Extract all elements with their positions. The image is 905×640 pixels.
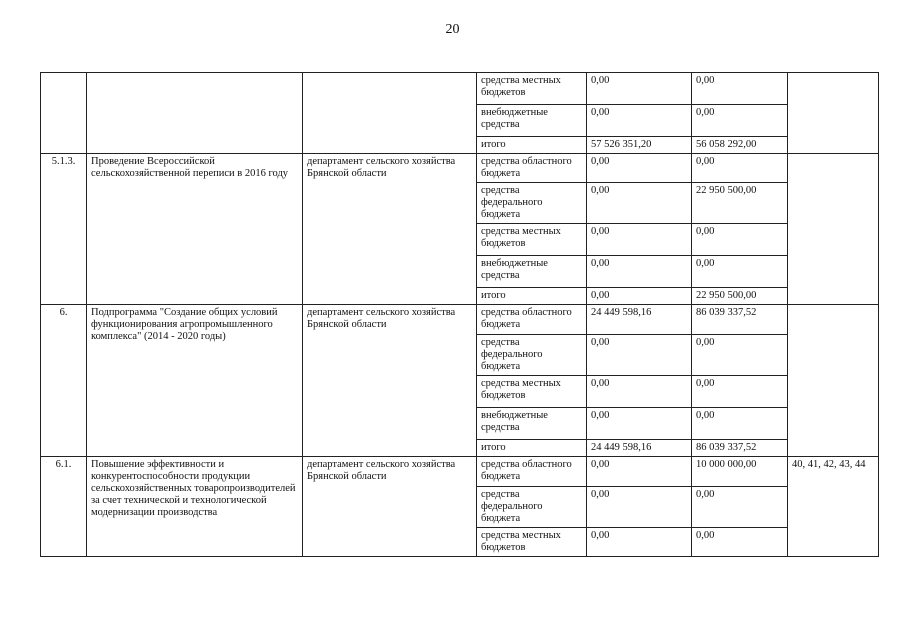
item-number-cell: 6.1. bbox=[41, 457, 87, 557]
amount-year2-cell: 0,00 bbox=[692, 256, 788, 288]
executor-cell: департамент сельского хозяйства Брянской области bbox=[303, 305, 477, 457]
item-name-cell: Проведение Всероссийской сельскохозяйственной переписи в 2016 году bbox=[87, 154, 303, 305]
amount-year2-cell: 0,00 bbox=[692, 528, 788, 557]
amount-year2-cell: 0,00 bbox=[692, 335, 788, 376]
funding-source-cell: средства областного бюджета bbox=[477, 154, 587, 183]
funding-source-cell: средства областного бюджета bbox=[477, 457, 587, 487]
amount-year2-cell: 10 000 000,00 bbox=[692, 457, 788, 487]
funding-source-cell: средства местных бюджетов bbox=[477, 224, 587, 256]
funding-source-cell: внебюджетные средства bbox=[477, 408, 587, 440]
table-row bbox=[41, 154, 879, 183]
amount-year1-cell: 0,00 bbox=[587, 105, 692, 137]
funding-source-cell: итого bbox=[477, 288, 587, 305]
amount-year1-cell: 0,00 bbox=[587, 528, 692, 557]
amount-year2-cell: 0,00 bbox=[692, 408, 788, 440]
indicators-cell: 40, 41, 42, 43, 44 bbox=[788, 457, 879, 557]
amount-year1-cell: 24 449 598,16 bbox=[587, 305, 692, 335]
amount-year2-cell: 0,00 bbox=[692, 105, 788, 137]
table-row bbox=[41, 457, 879, 487]
amount-year1-cell: 0,00 bbox=[587, 256, 692, 288]
table-row bbox=[41, 305, 879, 335]
amount-year1-cell: 0,00 bbox=[587, 288, 692, 305]
amount-year2-cell: 0,00 bbox=[692, 487, 788, 528]
amount-year2-cell: 22 950 500,00 bbox=[692, 288, 788, 305]
item-name-cell: Подпрограмма "Создание общих условий функционирования агропромышленного комплекса" (2014 - 2020 годы) bbox=[87, 305, 303, 457]
amount-year1-cell: 0,00 bbox=[587, 457, 692, 487]
indicators-cell bbox=[788, 73, 879, 154]
executor-cell: департамент сельского хозяйства Брянской области bbox=[303, 154, 477, 305]
funding-source-cell: средства местных бюджетов bbox=[477, 376, 587, 408]
amount-year2-cell: 0,00 bbox=[692, 73, 788, 105]
amount-year1-cell: 0,00 bbox=[587, 408, 692, 440]
funding-source-cell: внебюджетные средства bbox=[477, 256, 587, 288]
item-name-cell: Повышение эффективности и конкурентоспособности продукции сельскохозяйственных товаропроизводителей за счет технической и технологической модернизации производства bbox=[87, 457, 303, 557]
amount-year1-cell: 0,00 bbox=[587, 154, 692, 183]
executor-cell: департамент сельского хозяйства Брянской области bbox=[303, 457, 477, 557]
funding-source-cell: средства федерального бюджета bbox=[477, 487, 587, 528]
funding-source-cell: средства местных бюджетов bbox=[477, 528, 587, 557]
funding-source-cell: средства местных бюджетов bbox=[477, 73, 587, 105]
amount-year1-cell: 24 449 598,16 bbox=[587, 440, 692, 457]
indicators-cell bbox=[788, 154, 879, 305]
indicators-cell bbox=[788, 305, 879, 457]
funding-source-cell: итого bbox=[477, 137, 587, 154]
funding-source-cell: средства федерального бюджета bbox=[477, 183, 587, 224]
amount-year1-cell: 0,00 bbox=[587, 487, 692, 528]
budget-table bbox=[40, 72, 879, 557]
table-row bbox=[41, 73, 879, 105]
amount-year2-cell: 0,00 bbox=[692, 154, 788, 183]
amount-year1-cell: 0,00 bbox=[587, 183, 692, 224]
funding-source-cell: средства областного бюджета bbox=[477, 305, 587, 335]
amount-year2-cell: 56 058 292,00 bbox=[692, 137, 788, 154]
funding-source-cell: внебюджетные средства bbox=[477, 105, 587, 137]
funding-source-cell: средства федерального бюджета bbox=[477, 335, 587, 376]
amount-year2-cell: 0,00 bbox=[692, 224, 788, 256]
amount-year2-cell: 0,00 bbox=[692, 376, 788, 408]
item-name-cell bbox=[87, 73, 303, 154]
funding-source-cell: итого bbox=[477, 440, 587, 457]
amount-year1-cell: 0,00 bbox=[587, 376, 692, 408]
item-number-cell bbox=[41, 73, 87, 154]
amount-year1-cell: 0,00 bbox=[587, 73, 692, 105]
amount-year2-cell: 22 950 500,00 bbox=[692, 183, 788, 224]
amount-year1-cell: 0,00 bbox=[587, 335, 692, 376]
amount-year2-cell: 86 039 337,52 bbox=[692, 305, 788, 335]
amount-year1-cell: 0,00 bbox=[587, 224, 692, 256]
amount-year1-cell: 57 526 351,20 bbox=[587, 137, 692, 154]
page-number: 20 bbox=[445, 22, 460, 37]
item-number-cell: 6. bbox=[41, 305, 87, 457]
item-number-cell: 5.1.3. bbox=[41, 154, 87, 305]
amount-year2-cell: 86 039 337,52 bbox=[692, 440, 788, 457]
executor-cell bbox=[303, 73, 477, 154]
